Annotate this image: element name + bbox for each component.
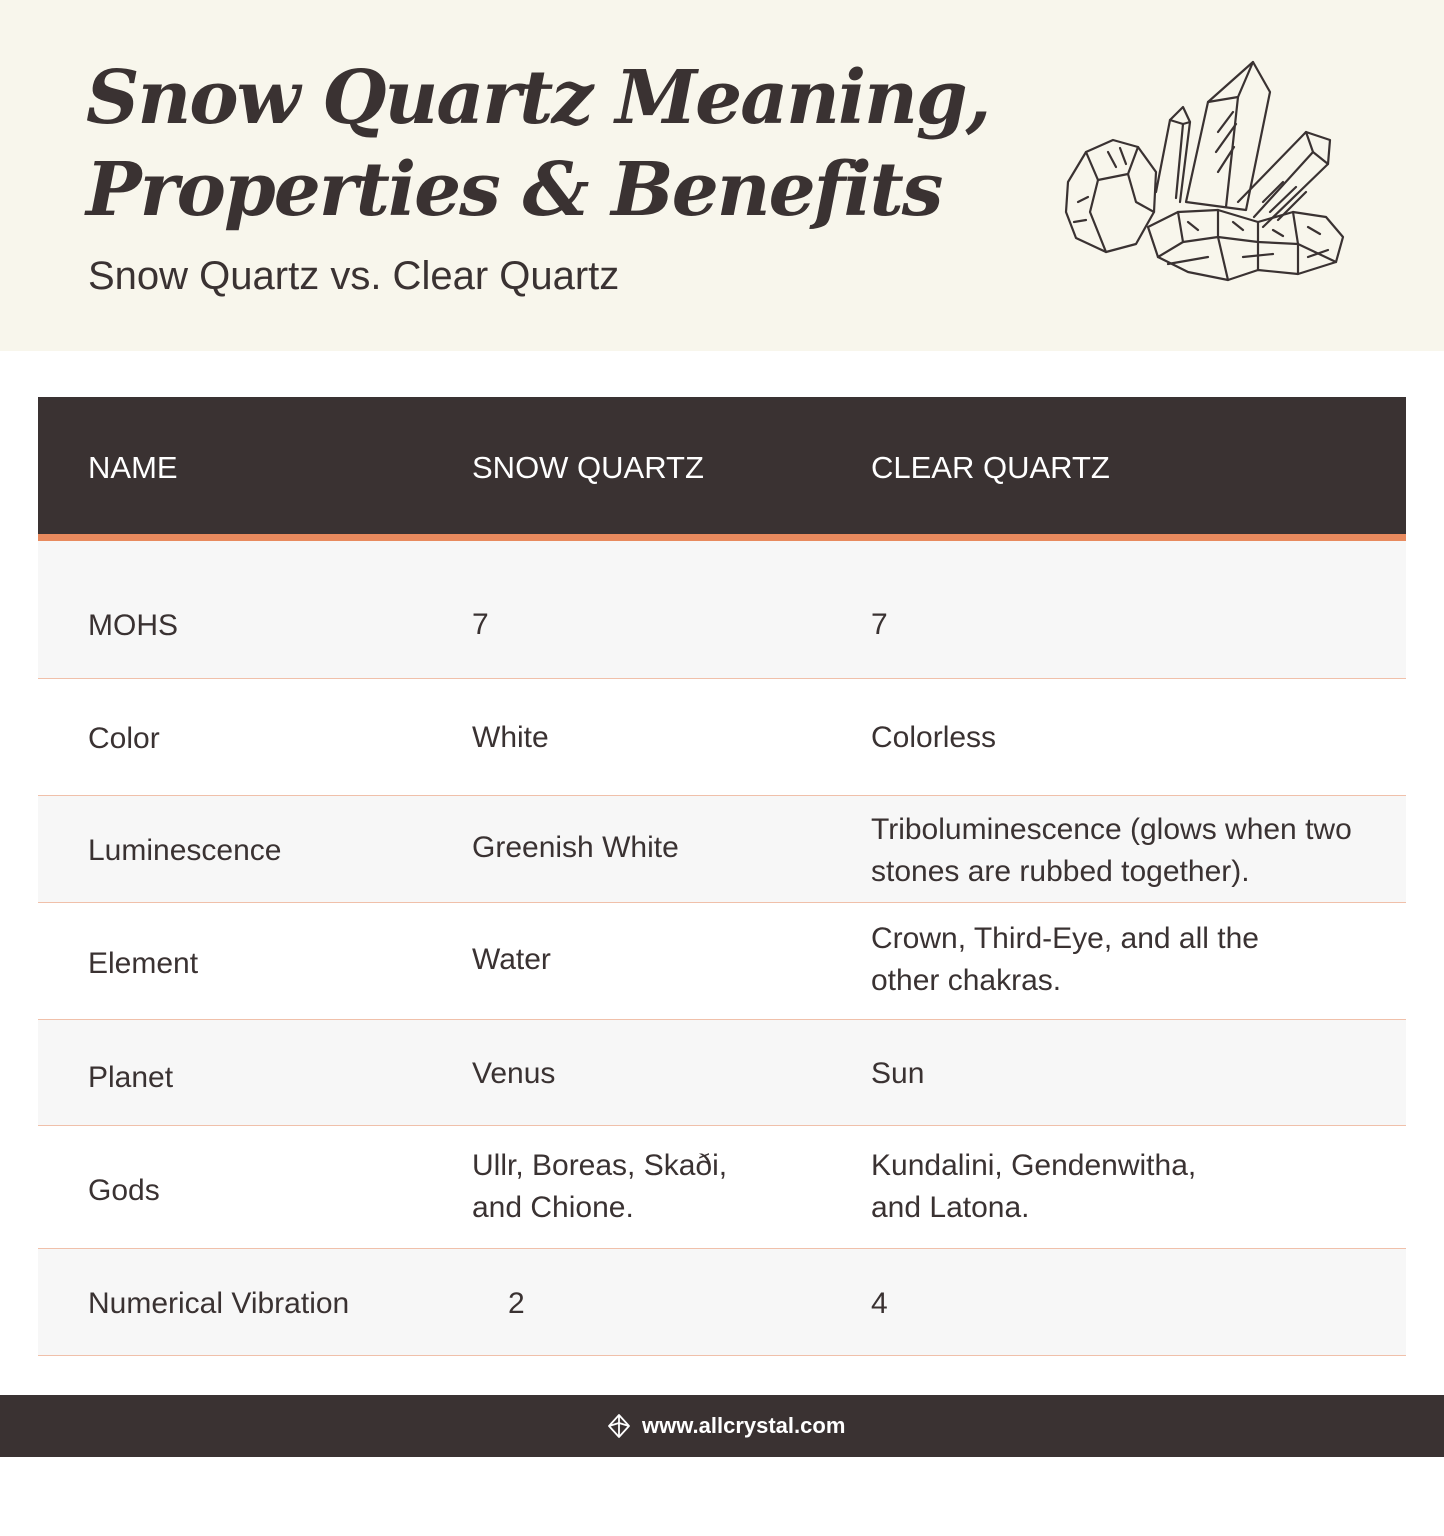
snow-quartz-value: 2	[508, 1287, 525, 1320]
table-row	[38, 679, 1406, 796]
snow-quartz-value: Greenish White	[472, 831, 679, 864]
row-label: Numerical Vibration	[88, 1287, 350, 1320]
row-label: Planet	[88, 1061, 174, 1094]
clear-quartz-value	[871, 1145, 1196, 1229]
snow-quartz-value: 7	[472, 608, 489, 641]
footer-brand	[606, 1395, 845, 1457]
comparison-table	[38, 397, 1406, 1356]
column-header-name: NAME	[88, 450, 178, 485]
clear-quartz-value: 7	[871, 608, 888, 641]
clear-quartz-value: Colorless	[871, 721, 997, 754]
snow-quartz-value	[472, 1145, 727, 1229]
title-line-1: Snow Quartz Meaning,	[86, 55, 990, 141]
clear-quartz-value-line: Kundalini, Gendenwitha,	[871, 1149, 1197, 1182]
table-row	[38, 1020, 1406, 1126]
clear-quartz-value: Sun	[871, 1057, 925, 1090]
header-banner	[0, 0, 1444, 351]
column-header-clear-quartz: CLEAR QUARTZ	[871, 450, 1110, 485]
table-row	[38, 541, 1406, 679]
table-row	[38, 903, 1406, 1020]
clear-quartz-value: 4	[871, 1287, 888, 1320]
table-row	[38, 1249, 1406, 1356]
clear-quartz-value	[871, 809, 1352, 893]
table-header	[38, 397, 1406, 541]
diamond-logo-icon	[606, 1413, 632, 1439]
clear-quartz-value-line: stones are rubbed together).	[871, 855, 1250, 888]
table-row	[38, 1126, 1406, 1249]
title-line-2: Properties & Benefits	[86, 147, 942, 233]
column-header-snow-quartz: SNOW QUARTZ	[472, 450, 704, 485]
snow-quartz-value-line: Ullr, Boreas, Skaði,	[472, 1149, 728, 1182]
website-link[interactable]: www.allcrystal.com	[642, 1413, 846, 1438]
snow-quartz-value: White	[472, 721, 549, 754]
row-label: Gods	[88, 1174, 160, 1207]
row-label: Luminescence	[88, 834, 282, 867]
row-label: Element	[88, 947, 199, 980]
crystal-cluster-icon	[1058, 52, 1348, 287]
page-title	[86, 52, 989, 236]
clear-quartz-value-line: Crown, Third-Eye, and all the	[871, 922, 1259, 955]
clear-quartz-value-line: and Latona.	[871, 1191, 1030, 1224]
table-row	[38, 796, 1406, 903]
clear-quartz-value-line: Triboluminescence (glows when two	[871, 813, 1352, 846]
clear-quartz-value-line: other chakras.	[871, 964, 1062, 997]
row-label: MOHS	[88, 609, 178, 642]
footer-bar	[0, 1395, 1444, 1457]
snow-quartz-value: Water	[472, 943, 551, 976]
page-subtitle: Snow Quartz vs. Clear Quartz	[88, 254, 620, 298]
snow-quartz-value: Venus	[472, 1057, 556, 1090]
clear-quartz-value	[871, 918, 1259, 1002]
snow-quartz-value-line: and Chione.	[472, 1191, 634, 1224]
row-label: Color	[88, 722, 160, 755]
